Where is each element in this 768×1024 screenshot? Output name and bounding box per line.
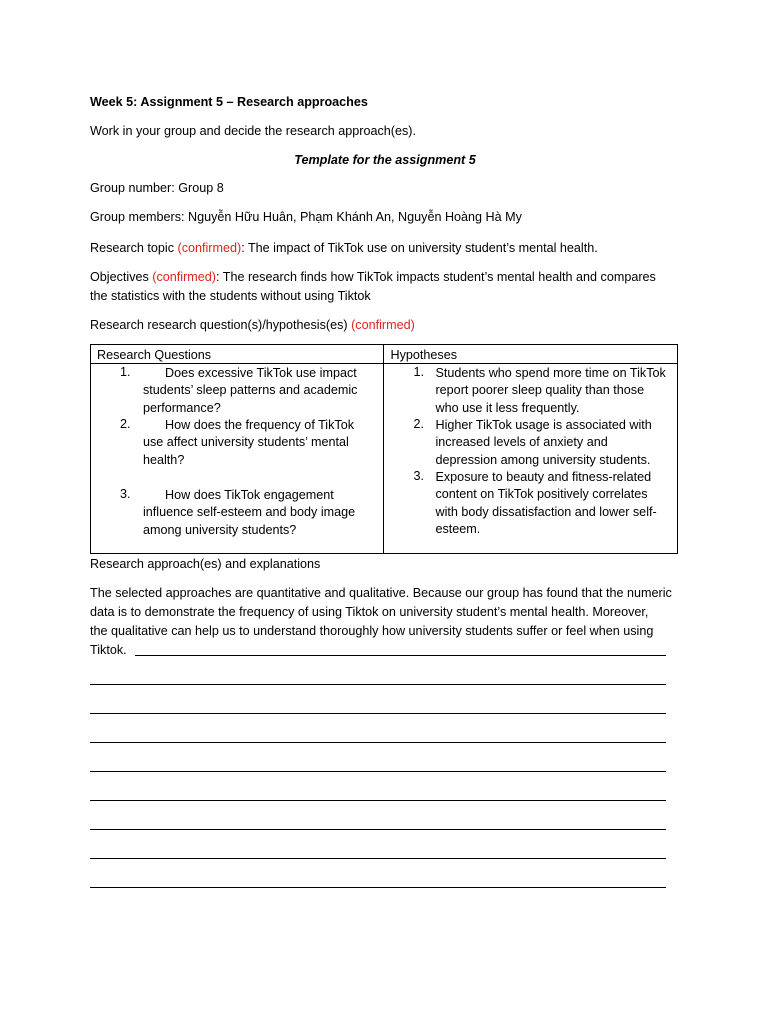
answer-line <box>90 771 666 772</box>
answer-line <box>90 684 666 685</box>
objectives-label: Objectives <box>90 270 153 284</box>
template-heading: Template for the assignment 5 <box>294 153 476 167</box>
research-topic-text: : The impact of TikTok use on university student’s mental health. <box>241 241 598 255</box>
question-item-line: use affect university students’ mental <box>143 435 349 449</box>
hypothesis-item-line: depression among university students. <box>435 453 651 467</box>
assignment-title: Week 5: Assignment 5 – Research approaches <box>90 95 368 109</box>
hypothesis-number: 2. <box>413 417 424 431</box>
answer-line <box>135 655 666 656</box>
question-item-line: Does excessive TikTok use impact <box>165 366 357 380</box>
approach-text-line2: data is to demonstrate the frequency of using Tiktok on university student’s mental health. Moreover, <box>90 605 649 619</box>
question-item-line: performance? <box>143 401 221 415</box>
confirmed-status: (confirmed) <box>152 270 216 284</box>
question-number: 3. <box>120 487 131 501</box>
answer-line <box>90 800 666 801</box>
hypothesis-item-line: Exposure to beauty and fitness-related <box>435 470 652 484</box>
approach-text-line1: The selected approaches are quantitative and qualitative. Because our group has found that the numeric <box>90 586 672 600</box>
hypothesis-item-line: content on TikTok positively correlates <box>435 487 648 501</box>
group-number: Group number: Group 8 <box>90 181 224 195</box>
question-item-line: How does TikTok engagement <box>165 488 334 502</box>
hypothesis-item-line: Higher TikTok usage is associated with <box>435 418 652 432</box>
question-item-line: How does the frequency of TikTok <box>165 418 355 432</box>
approach-text-line4: Tiktok. <box>90 643 127 657</box>
instruction-text: Work in your group and decide the research approach(es). <box>90 124 416 138</box>
research-topic-label: Research topic <box>90 241 178 255</box>
approach-heading: Research approach(es) and explanations <box>90 557 321 571</box>
hypothesis-number: 1. <box>413 365 424 379</box>
objectives-text-line1: : The research finds how TikTok impacts student’s mental health and compares <box>215 270 656 284</box>
answer-line <box>90 742 666 743</box>
confirmed-status: (confirmed) <box>177 241 242 255</box>
questions-cell <box>91 364 384 554</box>
answer-line <box>90 858 666 859</box>
table-header-questions: Research Questions <box>91 345 384 364</box>
objectives <box>90 269 656 285</box>
questions-hypotheses-table <box>90 344 678 554</box>
approach-text-line3: the qualitative can help us to understand thoroughly how university students suffer or feel when using <box>90 624 654 638</box>
question-number: 2. <box>120 417 131 431</box>
hypothesis-item-line: increased levels of anxiety and <box>435 435 608 449</box>
research-topic <box>90 240 598 256</box>
question-item-line: health? <box>143 453 185 467</box>
question-item-line: among university students? <box>143 523 297 537</box>
answer-line <box>90 887 666 888</box>
answer-line <box>90 713 666 714</box>
objectives-text-line2: the statistics with the students without using Tiktok <box>90 289 371 303</box>
hypotheses-cell <box>384 364 678 554</box>
hypothesis-item-line: esteem. <box>435 522 481 536</box>
question-number: 1. <box>120 365 131 379</box>
questions-heading-label: Research research question(s)/hypothesis(es) <box>90 318 352 332</box>
group-members: Group members: Nguyễn Hữu Huân, Phạm Khánh An, Nguyễn Hoàng Hà My <box>90 210 522 224</box>
question-item-line: students’ sleep patterns and academic <box>143 383 358 397</box>
hypothesis-item-line: with body dissatisfaction and lower self- <box>435 505 657 519</box>
question-item-line: influence self-esteem and body image <box>143 505 356 519</box>
confirmed-status: (confirmed) <box>351 318 415 332</box>
hypothesis-item-line: Students who spend more time on TikTok <box>435 366 666 380</box>
hypothesis-item-line: who use it less frequently. <box>435 401 580 415</box>
questions-heading <box>90 317 415 333</box>
hypothesis-item-line: report poorer sleep quality than those <box>435 383 645 397</box>
table-header-hypotheses: Hypotheses <box>384 345 678 364</box>
hypothesis-number: 3. <box>413 469 424 483</box>
answer-line <box>90 829 666 830</box>
